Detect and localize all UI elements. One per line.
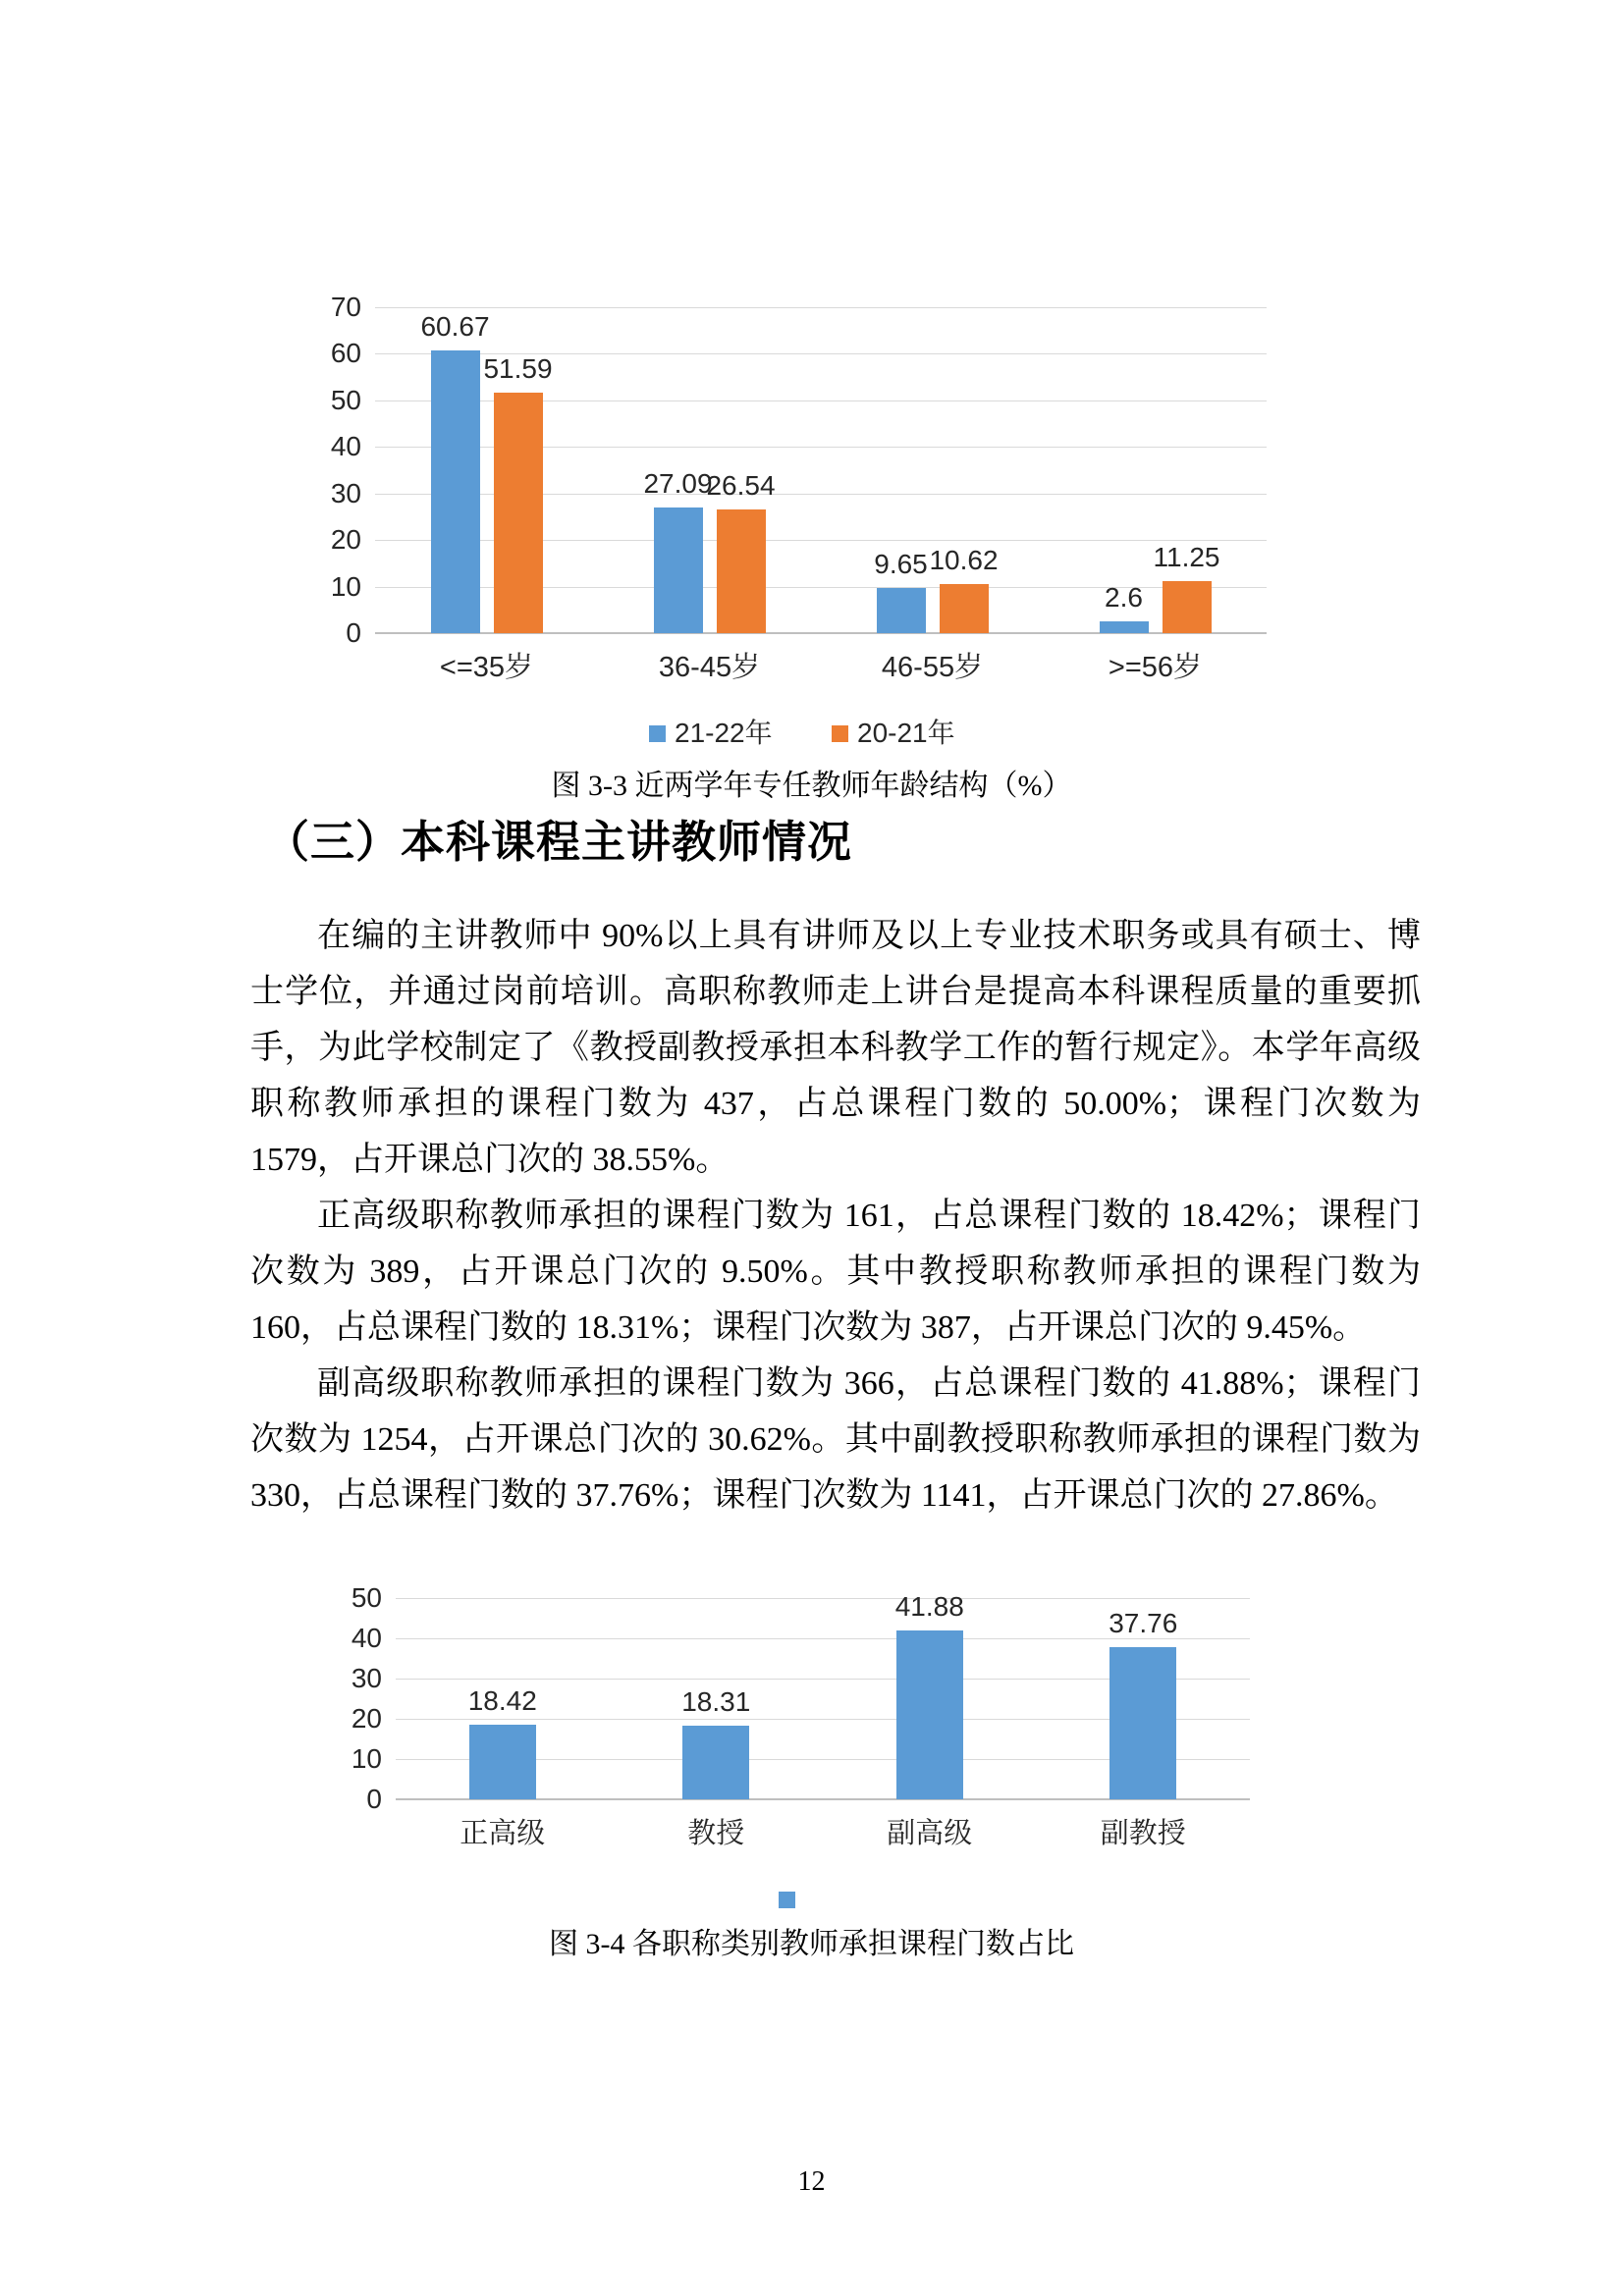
bar-20-21年-<=35岁: [494, 393, 543, 633]
bar-value-label: 41.88: [894, 1591, 964, 1623]
bar-value-label: 27.09: [643, 467, 713, 499]
legend-label-20-21: 20-21年: [857, 718, 955, 748]
y-tick-label: 40: [351, 1623, 382, 1653]
bar-20-21年-36-45岁: [717, 509, 766, 633]
figure-3-4-caption: 图 3-4 各职称类别教师承担课程门数占比: [549, 1928, 1074, 1960]
bar-value-label: 9.65: [874, 549, 928, 580]
y-tick-label: 40: [330, 431, 361, 462]
bar-21-22年->=56岁: [1100, 621, 1149, 633]
paragraph-1: 在编的主讲教师中 90%以上具有讲师及以上专业技术职务或具有硕士、博士学位，并通过岗前培训。高职称教师走上讲台是提高本科课程质量的重要抓手，为此学校制定了《教授副教授承担本科教学工作的暂行规定》。本学年高级职称教师承担的课程门数为 437，占总课程门数的 50.00%；课程门次数为 1579，占开课总门次的 38.55%。: [250, 918, 1421, 1178]
bar-value-label: 11.25: [1153, 541, 1220, 572]
bar-21-22年-<=35岁: [431, 350, 480, 633]
bar-series-副高级: [896, 1630, 963, 1799]
page-number: 12: [797, 2166, 826, 2197]
bar-value-label: 10.62: [929, 544, 999, 575]
legend-swatch-orange-icon: [832, 725, 848, 742]
bar-value-label: 18.31: [681, 1685, 751, 1717]
paragraph-3: 副高级职称教师承担的课程门数为 366，占总课程门数的 41.88%；课程门次数为 1254，占开课总门次的 30.62%。其中副教授职称教师承担的课程门数为 330，占总课程门数的 37.76%；课程门次数为 1141，占开课总门次的 27.86%。: [250, 1365, 1421, 1514]
gridline: [396, 1598, 1250, 1599]
bar-20-21年->=56岁: [1163, 581, 1212, 633]
bar-value-label: 37.76: [1109, 1608, 1178, 1639]
legend-swatch-blue-icon: [779, 1892, 795, 1908]
y-tick-label: 20: [330, 524, 361, 556]
x-category-label: 副教授: [1100, 1818, 1186, 1849]
y-tick-label: 30: [351, 1663, 382, 1693]
x-category-label: 正高级: [460, 1818, 546, 1849]
paragraph-2: 正高级职称教师承担的课程门数为 161，占总课程门数的 18.42%；课程门次数为 389，占开课总门次的 9.50%。其中教授职称教师承担的课程门数为 160，占总课程门数的 18.31%；课程门次数为 387，占开课总门次的 9.45%。: [250, 1198, 1421, 1346]
bar-value-label: 2.6: [1105, 581, 1143, 613]
section-heading: （三）本科课程主讲教师情况: [265, 817, 853, 867]
x-category-label: 46-55岁: [881, 652, 984, 683]
body-text: [250, 908, 1421, 1523]
x-category-label: 副高级: [887, 1818, 973, 1849]
bar-value-label: 60.67: [420, 311, 490, 343]
y-tick-label: 0: [366, 1784, 382, 1814]
figure-3-3-legend-item-20-21: [832, 720, 955, 747]
legend-swatch-blue-icon: [649, 725, 666, 742]
x-category-label: <=35岁: [439, 652, 534, 683]
x-category-label: 36-45岁: [658, 652, 761, 683]
x-category-label: 教授: [687, 1818, 745, 1849]
bar-20-21年-46-55岁: [940, 584, 989, 633]
bar-value-label: 18.42: [467, 1685, 537, 1717]
bar-series-教授: [682, 1726, 749, 1799]
bar-21-22年-46-55岁: [877, 588, 926, 633]
gridline: [375, 307, 1267, 308]
y-tick-label: 30: [330, 477, 361, 508]
legend-label-21-22: 21-22年: [675, 718, 773, 748]
y-tick-label: 10: [351, 1743, 382, 1774]
figure-3-4-legend-item: [779, 1892, 795, 1908]
y-tick-label: 60: [330, 338, 361, 369]
bar-value-label: 51.59: [483, 353, 553, 385]
y-tick-label: 20: [351, 1703, 382, 1734]
y-tick-label: 0: [346, 617, 361, 648]
bar-21-22年-36-45岁: [654, 507, 703, 633]
y-tick-label: 50: [351, 1582, 382, 1613]
y-tick-label: 50: [330, 384, 361, 415]
figure-3-3-legend-item-21-22: [649, 720, 773, 747]
figure-3-3-chart: [330, 292, 1267, 683]
bar-series-正高级: [469, 1725, 536, 1799]
y-tick-label: 70: [330, 292, 361, 322]
figure-3-3-caption: 图 3-3 近两学年专任教师年龄结构（%）: [551, 770, 1072, 802]
bar-value-label: 26.54: [706, 470, 776, 502]
y-tick-label: 10: [330, 570, 361, 602]
x-category-label: >=56岁: [1108, 652, 1203, 683]
bar-series-副教授: [1109, 1647, 1176, 1799]
figure-3-4-chart: [351, 1582, 1250, 1849]
